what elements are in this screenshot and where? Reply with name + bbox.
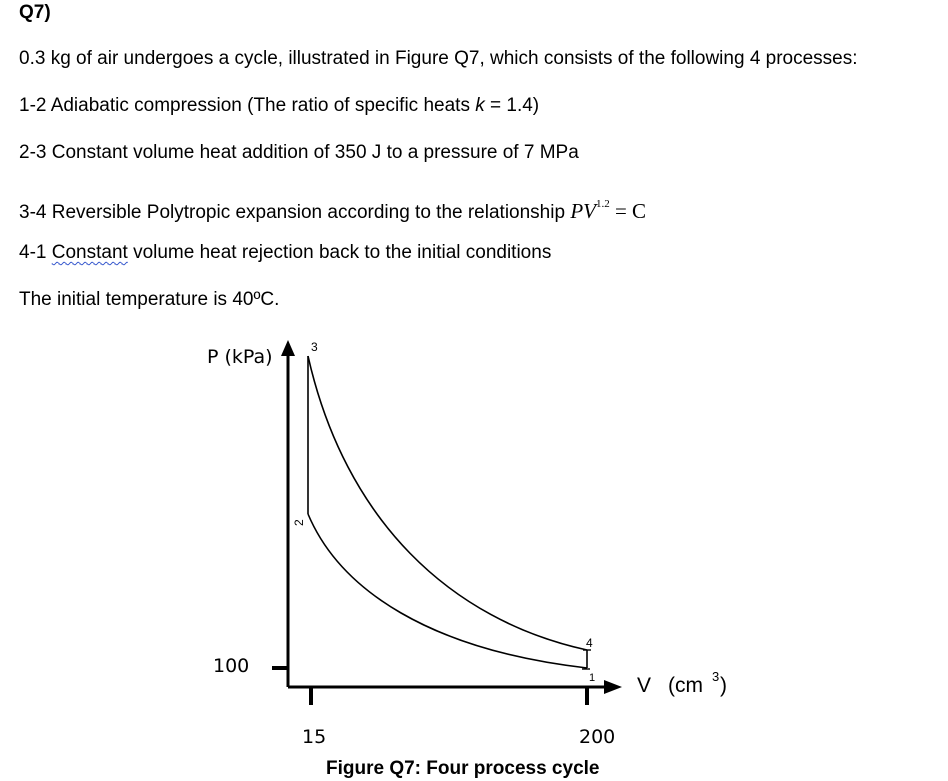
- y-axis-label: P (kPa): [207, 346, 273, 368]
- process-4-1-spellcheck-word: Constant: [51, 242, 128, 263]
- x-tick-200-label: 200: [579, 726, 616, 748]
- initial-temperature: The initial temperature is 40ºC.: [19, 289, 280, 310]
- y-tick-100-label: 100: [213, 655, 250, 677]
- state-3-label: 3: [311, 340, 318, 354]
- figure-caption: Figure Q7: Four process cycle: [326, 758, 600, 779]
- state-4-label: 4: [586, 636, 593, 650]
- polytropic-exponent: 1.2: [595, 198, 610, 210]
- process-1-2-value: = 1.4): [484, 95, 540, 116]
- x-axis-unit-exponent: 3: [712, 669, 720, 684]
- y-axis-arrowhead: [281, 340, 295, 356]
- x-axis-label: V: [637, 674, 652, 697]
- process-4-1-num: 4-1: [19, 242, 52, 263]
- process-3-4-curve: [308, 356, 587, 650]
- polytropic-rhs: = C: [609, 199, 647, 223]
- process-2-3: 2-3 Constant volume heat addition of 350 J to a pressure of 7 MPa: [19, 142, 579, 163]
- x-axis-unit-base: (cm: [668, 674, 703, 697]
- process-3-4-text: 3-4 Reversible Polytropic expansion according to the relationship: [19, 202, 571, 223]
- process-1-2-curve: [308, 514, 587, 668]
- state-1-label: 1: [589, 672, 596, 684]
- polytropic-pv: PV: [570, 199, 596, 223]
- x-axis-arrowhead: [604, 680, 622, 694]
- x-axis-unit-close: ): [720, 674, 727, 697]
- question-intro: 0.3 kg of air undergoes a cycle, illustrated in Figure Q7, which consists of the following 4 processes:: [19, 48, 858, 69]
- x-tick-15-label: 15: [302, 726, 327, 748]
- question-title: Q7): [19, 2, 51, 23]
- specific-heat-symbol: k: [475, 95, 485, 116]
- state-2-label: 2: [292, 519, 306, 526]
- process-1-2-text: 1-2 Adiabatic compression (The ratio of specific heats: [19, 95, 476, 116]
- process-4-1-rest: volume heat rejection back to the initial conditions: [127, 242, 552, 263]
